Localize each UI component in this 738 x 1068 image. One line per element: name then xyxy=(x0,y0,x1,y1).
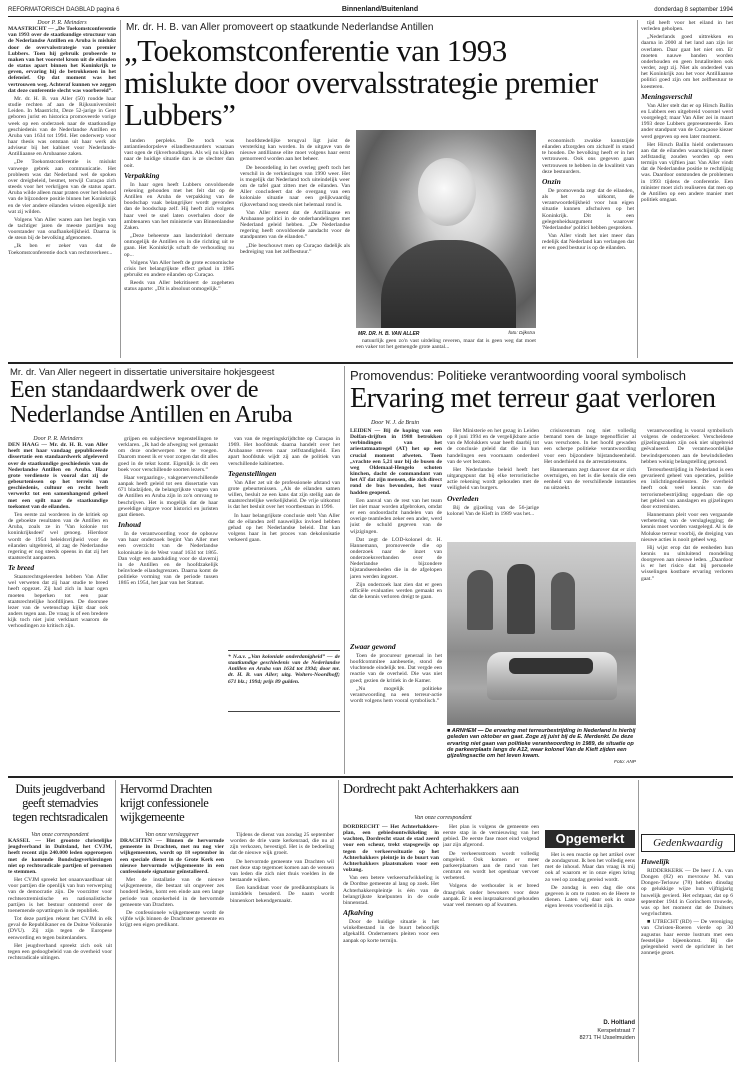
article5-column-2: Tijdens de dienst van zondag 25 september worden de drie vaste kerkenraad, die nu al zijn verkozen, bevestigd. Het is de bedoeling dat de nieuwe wijk groeit. De hervormde gemeente van Drachten wil met deze stap tegemoet komen aan de wensen van leden die zich niet thuis voelden in de bestaande wijken. Een kandidaat voor de predikantsplaats is inmiddels benaderd. De naam wordt binnenkort bekendgemaakt. xyxy=(230,832,334,904)
photo-figure xyxy=(467,570,493,630)
portrait-shoulders xyxy=(381,240,516,328)
divider xyxy=(338,780,339,1062)
divider xyxy=(637,20,638,358)
gedenkwaardig-column: Huwelijk RIDDERKERK — De heer J. A. van Dongen (82) en mevrouw M. van Dongen-Terlouw (78) hebben dinsdag op gelukkige wijze hun vijftigjarig huwelijk gevierd. Het echtpaar, dat op 6 september 1944 in Gorinchem trouwde, was op het moment dat de Duitsers wegvluchtten. ■ UTRECHT (RD) — De vereniging van Christen-Boeren vierde op 30 augustus haar eerste lustrum met een feestelijke bijeenkomst. Bij die gelegenheid werd de oprichter in het zonnetje gezet. xyxy=(641,857,733,957)
opgemerkt-box xyxy=(545,782,635,1060)
article1-kicker: Mr. dr. H. B. van Aller promoveert op staatkunde Nederlandse Antillen xyxy=(126,22,434,33)
article2-book-note xyxy=(228,650,340,712)
article3-photo-credit: Foto: ANP xyxy=(614,760,636,765)
afkalving-subhead: Afkalving xyxy=(343,908,374,918)
opgemerkt-signature-name: D. Holtland xyxy=(603,1020,635,1026)
portrait-face xyxy=(418,158,476,226)
gedenkwaardig-title-box: Gedenkwaardig xyxy=(641,834,735,852)
article2-column-3: van van de regeringskrijdtchte op Curaçao in 1969. Het hoofdstuk daarna handelt over het Arubaanse streven naar zelfstandigheid. Een apart hoofdstuk wijdt zij aan de politiek van verschillende kabinetten. Tegenstellingen Van Aller zet uit de professionele afstand van grote gebeurtenissen. „Als de eilanden samen willen, besluit ze een kans dat zijn stellig aan de staatsrechtelijke werkelijkheid. De vrije uitkomst is dat het besluit over het voortbestaan in 1996. In haar belangrijkste conclusie stelt Van Aller dat de eilanden zelf nauwelijks invloed hebben gehad op het Nederlandse beleid. Dat kan volgens haar in het proces van dekolonisatie verkeerd gaan. xyxy=(228,436,340,544)
article2-book-note-text: * N.a.v. „Van koloniale onderdanigheid” — de staatkundige geschiedenis van de Nederlandse Antillen en Aruba van 1634 tot 1994; door mr. dr. H. B. van Aller; uitg. Wolters-Noordhoff; 671 blz.; 1994; prijs 89 gulden. xyxy=(228,654,340,685)
article3-subhead-overleden: Overleden xyxy=(447,493,479,503)
opgemerkt-signature-addr1: Kerspelstraat 7 xyxy=(597,1028,635,1034)
article3-column-2: Het Ministerie en het gezag in Leiden op 8 juni 1994 en de vergelijkbare actie van de Molukkers waar heeft daarbij tot de conclusie geleid dat die in hun handelingen een voornaam onderdeel van de wet bezaten. Het Nederlandse beleid heeft het uitgangspunt dat bij elke terroristische actie rekening wordt gehouden met de veiligheid van burgers. Overleden Bij de gijzeling van de 56-jarige kolonel Van de Kieft in 1989 was het... xyxy=(447,428,539,517)
article3-kicker: Promovendus: Politieke verantwoording vooral symbolisch xyxy=(350,368,686,383)
article2-column-1: Door P. R. Meinders DEN HAAG — Mr. dr. H. B. van Aller heeft met haar vandaag gepubliceerde dissertatie een standaardwerk afgeleverd over de staatkundige geschiedenis van de Nederlandse Antillen en Aruba. Haar grote verdienste is vooral dat zij de gebeurtenissen op het terrein van geschiedenis, cultuur en recht heeft verwerkt tot een samenhangend geheel met een spilt naar de staatkundige toekomst van de eilanden. Ten eerste zal worderen in de kritiek op de geboekte resultaten van de Antillen en Aruba, zoals ze in 'Van kolonie tot koninkrijksdeel' wel genoeg. Hierdoor wordt de 1954 beleidsvrijheid voor de eilanden uitgebreid, al zag de Nederlandse regering er nog steeds opeens in dat zij het staatsrecht aanpasten. Te breed Staatsrechtsgeleerden hebben Van Aller wel verweten dat zij haar studie te breed heeft opgezet. Zij had zich in haar ogen moeten beperken tot een paar staatsrechtelijke hoofdlijnen. De doorsnee lezer van de wetenschap kijkt daar ook anders tegen aan. De vraag is of een bredere kijk toch niet juist verklaart waarom de verhoudingen zo kritisch zijn. xyxy=(8,436,108,630)
article3-subhead-zwaar: Zwaar gewond xyxy=(350,642,396,651)
date-label: donderdag 8 september 1994 xyxy=(654,7,733,13)
photo-car-window xyxy=(509,658,593,674)
divider xyxy=(115,780,116,1062)
gedenkwaardig-text: RIDDERKERK — De heer J. A. van Dongen (82) en mevrouw M. van Dongen-Terlouw (78) hebben dinsdag op gelukkige wijze hun vijftigjarig huwelijk gevierd. Het echtpaar, dat op 6 september 1944 in Gorinchem trouwde, was op het moment dat de Duitsers wegvluchtten. xyxy=(641,868,733,918)
article6-column-1: DORDRECHT — Het Achterhakkers-plan, een gebiedsontwikkeling in wachten, Dordrecht staat de stad zeerd voor een scheur, trekt stapsgewijs op tegen de verkeerssituatie op het Achterhakkers pleintje in de buurt van Achterhakkers plaatsmaken voor een volzang. Van een betere verkeersafwikkeling is de Dordtse gemeente al lang op zoek. Het Achterhakkerspleintje is één van de belangrijkste knelpunten in de oude binnenstad. Afkalving Door de huidige situatie is het winkelbestand in de buurt behoorlijk afgekalfd. Ondernemers pleiten voor een aanpak op korte termijn. xyxy=(343,824,439,944)
article1-subhead-verpakking: Verpakking xyxy=(124,170,160,180)
article3-column-3: crisiscentrum nog niet volledig bemand toen de lange tegenofficier al was verschoten. In het hoofd gewaden een scherpe politieke verantwoording voor een bijzondere bijstandseenheid. Het onderhield nu de arrestatieteams. Hannemann zegt daarover dat er zich overtuigen, en het is die kennis die een eenheid van de verschillende instanties nu uitzoekt. xyxy=(544,428,636,492)
gedenkwaardig-subhead: Huwelijk xyxy=(641,857,670,866)
article4-column: Van onze correspondent KASSEL — Het grootste christelijke jeugdverband in Duitsland, het CVJM, heeft recent zijn 240.000 leden opgeroepen met de komende Bondsdagverkiezingen niet op rechtsradicale partijen of personen te stemmen. Het CVJM spreekt het onaanvaardbaar uit voor partijen die openlijk van hun verwerping van de democratie zijn. De voorzitter voor rechtsextremistische en nationalistische partijen is het bestuur ontstemd over de toenemende opvattingen in de republiek. Tot deze partijen rekent het CVJM in elk geval de Republikaner en de Duitse Volksunie (DVU). Zij zijn tegen de Europese eenwording en tegen buitenlanders. Het jeugdverband spreekt zich ook uit tegen een gedoogbeleid van de overheid voor rechtsradicale uitingen. xyxy=(8,832,112,961)
article5-column-1: Van onze verslaggever DRACHTEN — Binnen de hervormde gemeente in Drachten, met nu nog vier wijkgemeenten, wordt op 18 september in een speciale dienst in de Grote Kerk een nieuwe hervormde wijkgemeente in een confessionele signatuur geïnstalleerd. Met de installatie van de nieuwe wijkgemeente, die bestaat uit ongeveer zes honderd leden, komt een einde aan een lange periode van onzekerheid in de hervormde gemeente van Drachten. De confessionele wijkgemeente wordt de vijfde wijk binnen de Drachtster gemeente en krijgt een eigen predikant. xyxy=(120,832,224,929)
article3-photo-caption: ■ ARNHEM — De ervaring met terreurbestrijding in Nederland is hierbij geleden van oktober en gaat. Zoge zij juist bij de E. Merdenkt. De deze ervaring niet gaan van politieke verantwoording in 1989, de situatie op de parkeerplaats langs de A12, waar kolonel Van de Kieft zijden een gijzelingsactie om het leven kwam. xyxy=(447,728,636,760)
article2-byline: Door P. R. Meinders xyxy=(33,436,83,442)
photo-figure xyxy=(507,564,535,634)
article1-column-2: landen perpleks. De toch was antiantiesdorpsleve eilandbestuurders waaraan vast ogen de rijkverhoudingen. Als wij nu kijken naar de huidige situatie dan is ze slechter dan ooit. Verpakking In haar ogen heeft Lubbers onvoldoende rekening gehouden met het feit dat op de Antillen en Aruba de verpakking van de boodschap vaak belangrijker wordt gevonden dan de boodschap zelf. Hij heeft zich volgens haar veel te snel laten overhalen door de ambtenaren van het ministerie van Binnenlandse Zaken. „Deze beheerste aan landstrinkel dermate onmogelijk de Antillen en in die richting uit te gaan. Het Koninkrijk schaft de verhouding nu op... Volgens Van Aller heeft de grote economische crisis het belangrijkste effect gehad in 1985 gebruikt en andere eilanden op Curaçao. Reeds van Aller bekritiseert de zogeheten status aparte: „Dit is absoluut onmogelijk.” xyxy=(124,138,234,293)
article3-column-4: verantwoording is vooral symbolisch volgens de onderzoeker. Verscheidene gijzelingszaken zijn ook niet uitgebreid geëvalueerd. De verantwoordelijke bewindspersonen aan de bewindslieden hebben weinig belangstelling getoond. Terreurbestrijding in Nederland is een gevarieerd geheel van operaties, politie en inlichtingendiensten. De overheid heeft ook veel kennis van de terrorismebestrijding opgedaan die op het gebied van aanslagen en gijzelingen door extremisten. Hannemann pleit voor een vergaande verbetering van de verslaglegging; de kennis moet worden vastgelegd. Al is de Molukse terreur voorbij, de dreiging van nieuwe acties is nooit geheel weg. Hij wijst erop dat de eenheden hun kennis nu uitsluitend mondeling doorgeven aan nieuwe leden. „Daardoor is er het risico dat bij personele wisselingen kostbare ervaring verloren gaat.” xyxy=(641,428,733,582)
divider xyxy=(638,780,639,1062)
article-toekomstconferentie xyxy=(0,0,738,362)
article6-byline: Van onze correspondent xyxy=(414,815,472,821)
article1-lead-column: Door P. R. Meinders MAASTRICHT — „De Toekomstconferentie van 1993 over de staatkundige structuur van de Nederlandse Antillen en Aruba is mislukt door de overvalsstrategie van premier Lubbers. Toen hij gebruik probeerde te maken van het voorstel krom uit de eilanden de status apart binnen het Koninkrijk te geven, ervaring hij de betrokkenen in het defensief. Op dat moment was het vertrouwen weg. Achteraf kunnen we zeggen dat deze conferentie slecht was voorbereid”. Mr. dr. H. B. van Aller (50) rondde haar studie rechten af aan de Rijksuniversiteit Leiden. In Maastricht, Deze 52-jarige in Gent geboren jurist en historica promoveerde vorige week op een onderzoek naar de staatkundige geschiedenis van de Nederlandse Antillen en Aruba van 1634 tot 1994. Het onderwerp voor haar thesis was ontstaan uit haar werk als adviseur bij het kabinet voor Nederlands-Antilliaanse en Arubaanse zaken. „De Toekomstconferentie is mislukt vanwege gebrek aan communicatie. Het probleem was dat Nederland wel de spoken over dreigbeleid, besmet, terwijl Curaçao zich steeds voor het verkrijgen van de status apart. Aruba wilde alleen maar praten over het behoud van de bijzondere positie binnen het Koninkrijk en de vier andere eilanden wisten eigenlijk niet wat zij wilden. Volgens Van Aller waren aan het begin van de tachtiger jaren de meeste partijen nog voorstander van onafhankelijkheid. Daarna is de steun bij de bevolking afgenomen. „Ik ben er zeker van dat de Toekomstconferentie doch van rechtsverkeer... xyxy=(8,20,116,256)
divider xyxy=(344,366,345,774)
article3-column-2-lower: Zwaar gewond Toen de procureur generaal in het hoofdcommitee aanbesetie, stond de vluchtende eindelijk ten. Dat vergde een reactie van de overheid. Die was niet goed; gezien de kritiek in de Kamer. „Nu mogelijk politieke verantwoording na een terreur-actie wordt volgens hem vooral symbolisch.” xyxy=(350,642,442,705)
article1-photo-caption: MR. DR. H. B. VAN ALLER xyxy=(358,331,420,337)
article6-column-2: Het plan is volgens de gemeente een eerste stap in de vernieuwing van het gebied. De eerste fase moet eind volgend jaar zijn afgerond. De verkeersstroom wordt volledig omgeleid. Ook komen er meer parkeerplaatsen aan de rand van het centrum en wordt het openbaar vervoer verbeterd. Volgens de wethouder is er breed draagvlak onder bewoners voor deze aanpak. Er is een inspraakavond gehouden waar veel mensen op af kwamen. xyxy=(443,824,539,908)
article1-column-3: hoofdstedelijke terugval ligt juist de versterking kan worden. In de uitgave van de nieuwe antillianse elite moet volgens haar eerst gemorreerd worden aan het beheer. De beoordeling in het overleg geeft toch het verschil in de verkiezingen van 1990 weer. Het is mogelijk dat Nederland toch uiteindelijk weer om de tafel gaat zitten met de eilanden. Van Aller concludeert dat de overgang van een koloniale situatie naar een gelijkwaardig rijksverband nog steeds niet helemaal rond is. Van Aller meent dat de Antilliaanse en Arubaanse politici in de onderhandelingen met Nederland geleid hebben. „De Nederlandse regering heeft onvoldoende aandacht voor de standpunten van de eilanden.” „Die beschouwt men op Curaçao dadelijk als bedreiging van het zelfbestuur.” xyxy=(240,138,350,255)
article2-column-2: grijpen en subjectieve tegenstellingen te verklaren. „Ik had de afweging wel gemaakt om deze onderwerpen toe te voegen. Daarom moest ik er voor zorgen dat dit alles goed in de tekst komt. Eigenlijk is dit een boek voor verschillende soorten lezers.” Haar vergaarings-, vakgenerverschillende aanpak heeft geleid tot een dissertatie van 671 bladzijden, de belangrijkste vragen van de Antillen en Aruba zijn in zo'n omvang te beschrijven. Het is mogelijk dat de haar geweldige uitgave voor historici en juristen gaat dienen. Inhoud In de verantwoording voor de opbouw van haar onderzoek begint Van Aller met een overzicht van de Nederlandse kolonisatie in de West vanaf 1634 tot 1865. Dan volgt een aanduiding voor de slavernij in de Antillen en de hoofdzakelijk beïnvloede eilandsgrenzen. Daarna komt de politieke vorming van de periode tussen 1865 en 1954, het jaar van het Statuut. xyxy=(118,436,218,587)
article2-lead: DEN HAAG — Mr. dr. H. B. van Aller heeft met haar vandaag gepubliceerde dissertatie een standaardwerk afgeleverd over de staatkundige geschiedenis van de Nederlandse Antillen en Aruba. Haar grote verdienste is vooral dat zij de gebeurtenissen op het terrein van geschiedenis, cultuur en recht heeft verwerkt tot een samenhangend geheel met een spilt naar de staatkundige toekomst van de eilanden. xyxy=(8,442,108,510)
divider xyxy=(120,20,121,358)
section-rule-2 xyxy=(8,776,733,778)
article3-photo xyxy=(447,542,636,725)
article6-lead: DORDRECHT — Het Achterhakkers-plan, een gebiedsontwikkeling in wachten, Dordrecht staat de stad zeerd voor een scheur, trekt stapsgewijs op tegen de verkeerssituatie op het Achterhakkers pleintje in de buurt van Achterhakkers plaatsmaken voor een volzang. xyxy=(343,824,439,874)
article2-kicker: Mr. dr. Van Aller negeert in dissertatie universitaire hokjesgeest xyxy=(10,367,275,378)
article2-headline: Een standaardwerk over de Nederlandse Antillen en Aruba xyxy=(10,377,293,428)
article1-headline: „Toekomstconferentie van 1993 mislukte door overvalsstrategie premier Lubbers” xyxy=(124,33,598,132)
article2-subhead-beveid: Te breed xyxy=(8,563,35,573)
article2-subhead-tegen: Tegenstellingen xyxy=(228,468,277,478)
article3-column-1: LEIDEN — Bij de koping van een Dolfan-drijften in 1988 betrokken verbindingen van het ariestatmaatregel (AT) het op een crucial moment afweten. Toen „vrachte een 5,21 uur bij de busen de weg Oldemaal-Hengelo schoten kinchen, dacht de commandant van het AT dat zijn mensen, die zich direct rond de bus bevonden, het vuur hadden geopend. Een aanval van de rest van het team liet niet maar worden afgebroken, omdat er een ondoordacht handelen van de overige teamleden zeker een ander, werd juist de schuld gegeven van de wijzigingen. Dat zegt de LOD-kolonel dr. H. Hannemann, promoveerde die op onderzoek naar de inzet van onderzoeksverbanden over de Nederlandse bijzondere bijstandseenheden die in de afgelopen jaren werden ingezet. Zijn onderzoek laat zien dat er geen officiële evaluaties werden gemaakt en dat de kennis verloren dreigt te gaan. xyxy=(350,428,442,601)
article1-lead: MAASTRICHT — „De Toekomstconferentie van 1993 over de staatkundige structuur van de Nederlandse Antillen en Aruba is mislukt door de overvalsstrategie van premier Lubbers. Toen hij gebruik probeerde te maken van het voorstel krom uit de eilanden de status apart binnen het Koninkrijk te geven, ervaring hij de betrokkenen in het defensief. Op dat moment was het vertrouwen weg. Achteraf kunnen we zeggen dat deze conferentie slecht was voorbereid”. xyxy=(8,26,116,94)
article5-lead: DRACHTEN — Binnen de hervormde gemeente in Drachten, met nu nog vier wijkgemeenten, wordt op 18 september in een speciale dienst in de Grote Kerk een nieuwe hervormde wijkgemeente in een confessionele signatuur geïnstalleerd. xyxy=(120,838,224,875)
article4-byline: Van onze correspondent xyxy=(31,832,89,838)
paper-page-label: REFORMATORISCH DAGBLAD pagina 6 xyxy=(8,7,120,13)
article1-portrait-photo xyxy=(356,130,536,328)
article4-headline: Duits jeugdverband geeft stemadvies tegen rechtsradicalen xyxy=(12,782,108,824)
article1-below-photo: natuurlijk geen zo'n vast uitdeling reveren, maar dat is geen weg dat moet een vaker tot het gemengde grote aantal... xyxy=(356,338,536,351)
article1-byline: Door P. R. Meinders xyxy=(37,20,87,26)
article3-headline: Ervaring met terreur gaat verloren xyxy=(350,383,716,414)
opgemerkt-text: Het is een reactie op het artikel over de zondagsrust. Ik ben het volledig eens met de inhoud. Maar dan vraag ik mij ook af waarom er in onze eigen kring zo veel op zondag gereisd wordt. De zondag is een dag die ons gegeven is om te rusten en de Heere te dienen. Laten wij daar ook in onze eigen levens voorbeeld in zijn. xyxy=(545,852,635,910)
article1-column-5: economisch zwakke kunstzijde eilanden afzorgden om zichzelf in stand te houden. De bevolking heeft er in het vertrouwen. Ook ons gegeven gaan vertrouwen te hebben in de kwaliteit van deze bestuurders. Onzin De promovenda zegt dat de eilanden, als het zo uitkomt, de verantwoordelijkheid voor hun eigen situatie kunnen afschuiven op het Koninkrijk. Dit is een gelegenheidsargument waarover 'Nederlandse' politici hebben gesproken. Van Aller vindt het niet meer dan redelijk dat Nederland kan verlangen dat er een goed bestuur is op de eilanden. xyxy=(542,138,634,252)
photo-figure xyxy=(551,572,575,630)
article2-subhead-inhoud: Inhoud xyxy=(118,520,141,530)
article3-byline: Door W. J. de Bruin xyxy=(370,420,420,426)
article1-subhead-mening: Meningsverschil xyxy=(641,91,693,101)
article1-subhead-onzin: Onzin xyxy=(542,176,561,186)
article1-photo-credit: foto: Dijkstra xyxy=(508,331,535,336)
article5-headline: Hervormd Drachten krijgt confessionele wijkgemeente xyxy=(120,782,212,824)
section-rule-1 xyxy=(8,362,733,364)
opgemerkt-signature-addr2: 8271 TH IJsselmuiden xyxy=(579,1035,635,1041)
article3-lead: LEIDEN — Bij de koping van een Dolfan-drijften in 1988 betrokken verbindingen van het ariestatmaatregel (AT) het op een crucial moment afweten. Toen „vrachte een 5,21 uur bij de busen de weg Oldemaal-Hengelo schoten kinchen, dacht de commandant van het AT dat zijn mensen, die zich direct rond de bus bevonden, het vuur hadden geopend. xyxy=(350,428,442,496)
section-label: Binnenland/Buitenland xyxy=(341,6,419,13)
article6-headline: Dordrecht pakt Achterhakkers aan xyxy=(343,782,519,797)
article5-byline: Van onze verslaggever xyxy=(145,832,199,838)
article4-lead: KASSEL — Het grootste christelijke jeugdverband in Duitsland, het CVJM, heeft recent zijn 240.000 leden opgeroepen met de komende Bondsdagverkiezingen niet op rechtsradicale partijen of personen te stemmen. xyxy=(8,838,112,875)
article1-column-6: tijd heeft voor het eiland in het verleden geholpen. „Nederlands goed uittrekken en daarna in 2000 al het land aan zijn lot overlaten. Daar gaat het niet om. Er moeten nauwe banden worden onderhouden en geen brutaliteiten ook verder, zegt zij. Niet als onderdeel van het Koninkrijk zou het voor Antilliaanse politici goed zijn om het zelfbestuur te koesteren. Meningsverschil Van Aller stelt dat er op Hirsch Ballin en Lubbers een uitgebreid voorstel werd voorgelegd; maar Van Aller zei in maart 1993 deze Lubbers gepresenteerde. Een ander standpunt van de Curaçaose kiezer werd gegeven op een later moment. Het Hirsch Ballin hield ondertussen aan dat de eilanden waarschijnlijk meer zelfstandig zouden worden op een termijn van vijftien jaar. Van Aller vindt dat de Nederlandse positie te rechtlijnig was. Daardoor ontstonden de problemen in 1993 tijdens de conferentie. Een minister moet zich realiseren dat men op de Antillen op een andere manier met politiek omgaat. xyxy=(641,20,733,204)
opgemerkt-title-box: Opgemerkt xyxy=(545,830,635,848)
